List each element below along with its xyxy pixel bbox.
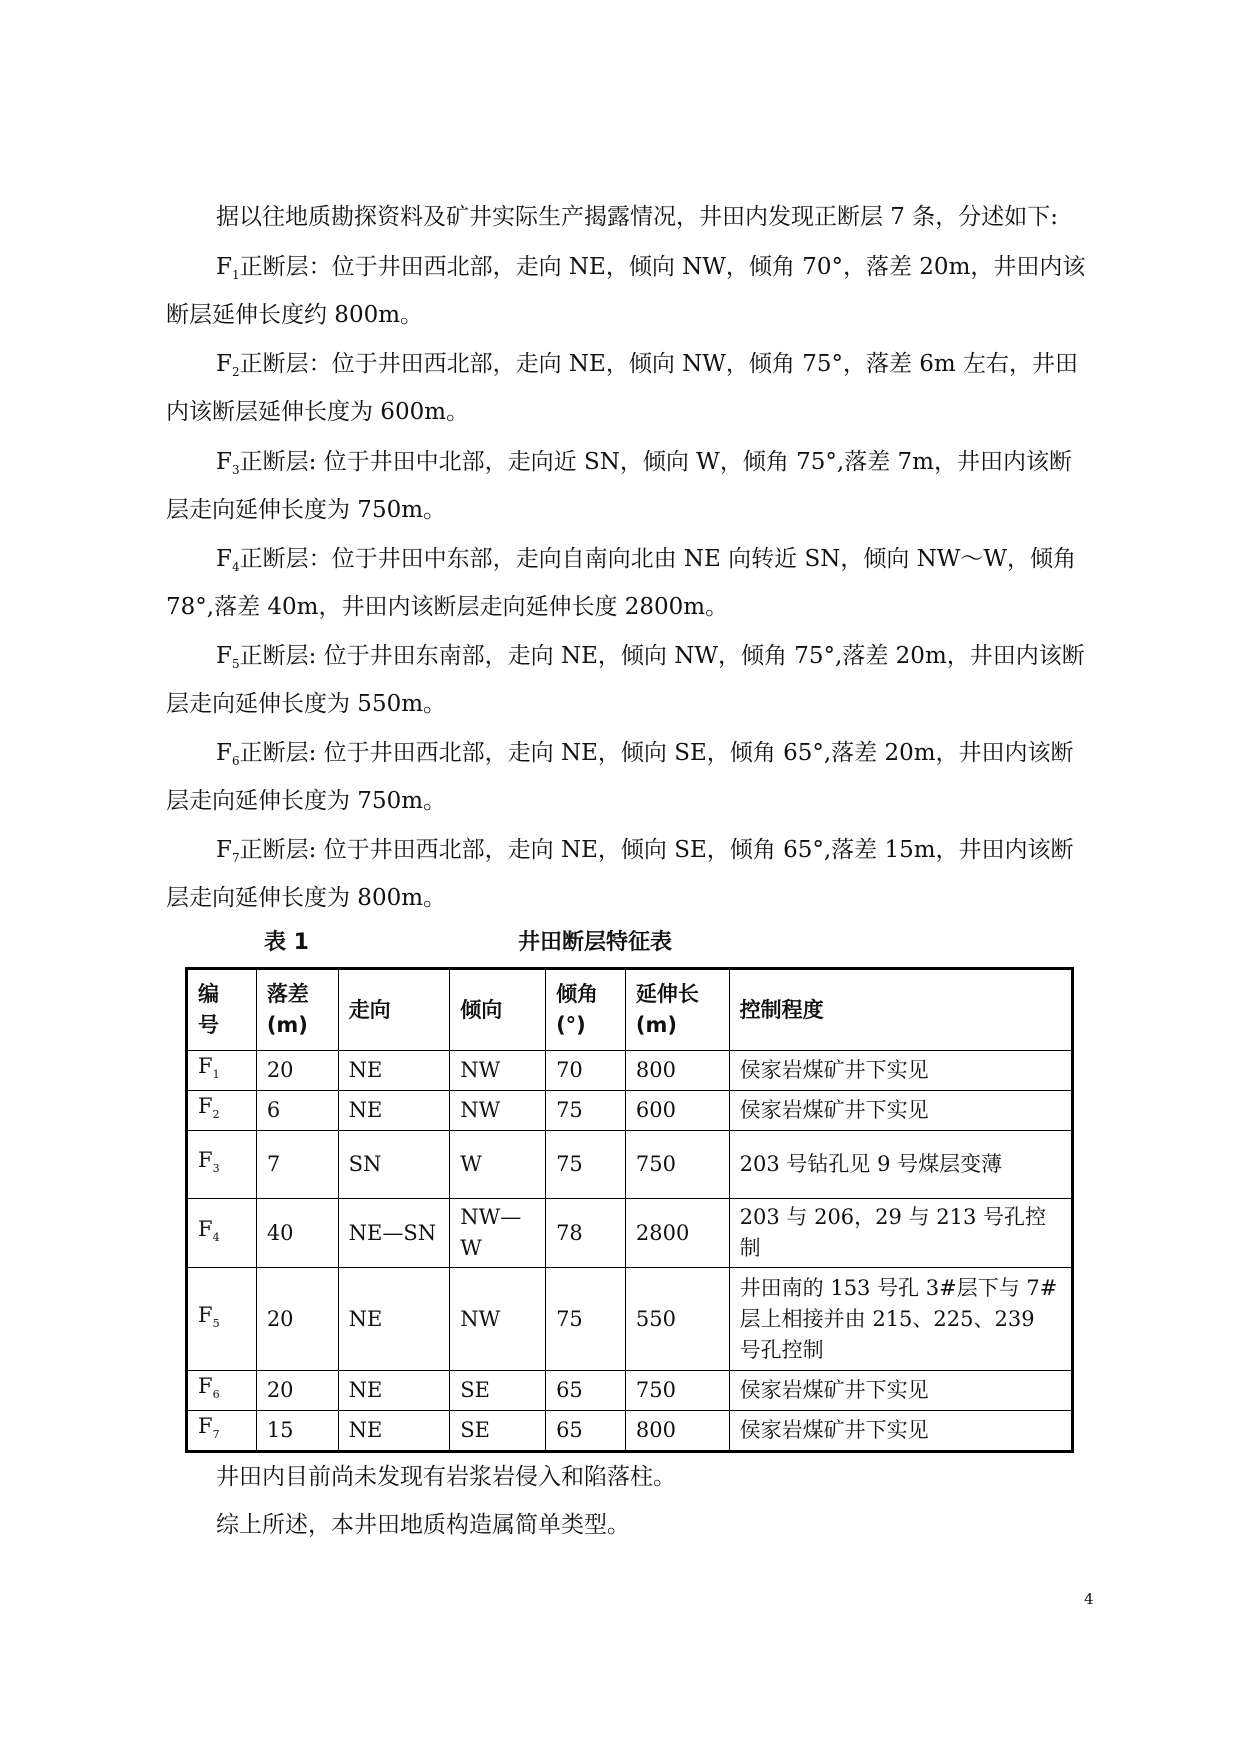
cell-control: 侯家岩煤矿井下实见 — [729, 1091, 1072, 1131]
cell-drop: 15 — [256, 1411, 338, 1452]
fault-f7-line2: 层走向延伸长度为 800m。 — [166, 885, 447, 911]
table-row — [187, 1091, 1073, 1131]
fault-f1-line1: $F_1$正断层：位于井田西北部，走向 NE，倾向 NW，倾角 70°，落差 20m，井田内该 — [216, 254, 1086, 282]
fault-f4-line1: $F_4$正断层：位于井田中东部，走向自南向北由 NE 向转近 SN，倾向 NW～W，倾角 — [216, 546, 1077, 574]
outro-paragraph-2: 综上所述，本井田地质构造属简单类型。 — [216, 1512, 630, 1538]
cell-id: $F_2$ — [187, 1091, 257, 1131]
table-row — [187, 1051, 1073, 1091]
fault-f2-line2: 内该断层延伸长度为 600m。 — [166, 399, 470, 425]
header-id: 编 号 — [187, 969, 257, 1051]
cell-drop: 20 — [256, 1371, 338, 1411]
cell-control: 203 与 206，29 与 213 号孔控制 — [729, 1199, 1072, 1268]
cell-strike: NE — [338, 1051, 450, 1091]
cell-id: $F_3$ — [187, 1131, 257, 1199]
cell-control: 203 号钻孔见 9 号煤层变薄 — [729, 1131, 1072, 1199]
fault-f4-line2: 78°,落差 40m，井田内该断层走向延伸长度 2800m。 — [166, 594, 729, 620]
fault-f6-line2: 层走向延伸长度为 750m。 — [166, 788, 447, 814]
fault-f3-line1: $F_3$正断层: 位于井田中北部，走向近 SN，倾向 W，倾角 75°,落差 7m，井田内该断 — [216, 449, 1072, 477]
fault-f2-line1: $F_2$正断层：位于井田西北部，走向 NE，倾向 NW，倾角 75°，落差 6m 左右，井田 — [216, 351, 1079, 379]
cell-drop: 6 — [256, 1091, 338, 1131]
cell-control: 侯家岩煤矿井下实见 — [729, 1051, 1072, 1091]
cell-id: $F_7$ — [187, 1411, 257, 1452]
cell-angle: 78 — [546, 1199, 626, 1268]
cell-length: 2800 — [625, 1199, 729, 1268]
header-dip-angle: 倾角 (°) — [546, 969, 626, 1051]
cell-drop: 7 — [256, 1131, 338, 1199]
cell-control: 侯家岩煤矿井下实见 — [729, 1371, 1072, 1411]
cell-strike: NE — [338, 1268, 450, 1371]
fault-f6-line1: $F_6$正断层: 位于井田西北部，走向 NE，倾向 SE，倾角 65°,落差 20m，井田内该断 — [216, 740, 1074, 768]
cell-id: $F_4$ — [187, 1199, 257, 1268]
cell-drop: 40 — [256, 1199, 338, 1268]
fault-f5-line1: $F_5$正断层: 位于井田东南部，走向 NE，倾向 NW，倾角 75°,落差 20m，井田内该断 — [216, 643, 1085, 671]
cell-drop: 20 — [256, 1268, 338, 1371]
cell-dip: W — [450, 1131, 546, 1199]
cell-length: 800 — [625, 1051, 729, 1091]
cell-strike: NE — [338, 1091, 450, 1131]
cell-strike: SN — [338, 1131, 450, 1199]
fault-f7-line1: $F_7$正断层: 位于井田西北部，走向 NE，倾向 SE，倾角 65°,落差 15m，井田内该断 — [216, 837, 1074, 865]
intro-paragraph: 据以往地质勘探资料及矿井实际生产揭露情况，井田内发现正断层 7 条，分述如下: — [216, 204, 1059, 230]
cell-angle: 75 — [546, 1268, 626, 1371]
cell-length: 800 — [625, 1411, 729, 1452]
cell-strike: NE—SN — [338, 1199, 450, 1268]
table-row — [187, 1131, 1073, 1199]
cell-dip: SE — [450, 1371, 546, 1411]
cell-angle: 65 — [546, 1411, 626, 1452]
cell-control: 井田南的 153 号孔 3#层下与 7#层上相接并由 215、225、239 号孔控制 — [729, 1268, 1072, 1371]
cell-control: 侯家岩煤矿井下实见 — [729, 1411, 1072, 1452]
cell-angle: 75 — [546, 1091, 626, 1131]
cell-strike: NE — [338, 1411, 450, 1452]
cell-id: $F_5$ — [187, 1268, 257, 1371]
table-row — [187, 1199, 1073, 1268]
cell-drop: 20 — [256, 1051, 338, 1091]
table-label: 表 1 — [264, 930, 309, 955]
outro-paragraph-1: 井田内目前尚未发现有岩浆岩侵入和陷落柱。 — [216, 1464, 676, 1490]
cell-angle: 70 — [546, 1051, 626, 1091]
cell-length: 600 — [625, 1091, 729, 1131]
table-row — [187, 1371, 1073, 1411]
cell-id: $F_6$ — [187, 1371, 257, 1411]
fault-f3-line2: 层走向延伸长度为 750m。 — [166, 497, 447, 523]
table-row — [187, 1268, 1073, 1371]
header-drop: 落差 (m) — [256, 969, 338, 1051]
cell-strike: NE — [338, 1371, 450, 1411]
header-control: 控制程度 — [729, 969, 1072, 1051]
fault-f1-line2: 断层延伸长度约 800m。 — [166, 302, 424, 328]
header-length: 延伸长 (m) — [625, 969, 729, 1051]
cell-dip: NW — [450, 1051, 546, 1091]
header-strike: 走向 — [338, 969, 450, 1051]
cell-id: $F_1$ — [187, 1051, 257, 1091]
cell-dip: NW — [450, 1268, 546, 1371]
cell-length: 750 — [625, 1371, 729, 1411]
fault-f5-line2: 层走向延伸长度为 550m。 — [166, 691, 447, 717]
table-header-row — [187, 969, 1073, 1051]
table-row — [187, 1411, 1073, 1452]
cell-angle: 75 — [546, 1131, 626, 1199]
cell-dip: SE — [450, 1411, 546, 1452]
table-title: 井田断层特征表 — [518, 930, 673, 955]
fault-table — [185, 967, 1074, 1453]
cell-dip: NW — [450, 1091, 546, 1131]
cell-angle: 65 — [546, 1371, 626, 1411]
header-dip-direction: 倾向 — [450, 969, 546, 1051]
cell-length: 550 — [625, 1268, 729, 1371]
page-number: 4 — [1084, 1590, 1094, 1608]
cell-length: 750 — [625, 1131, 729, 1199]
cell-dip: NW—W — [450, 1199, 546, 1268]
